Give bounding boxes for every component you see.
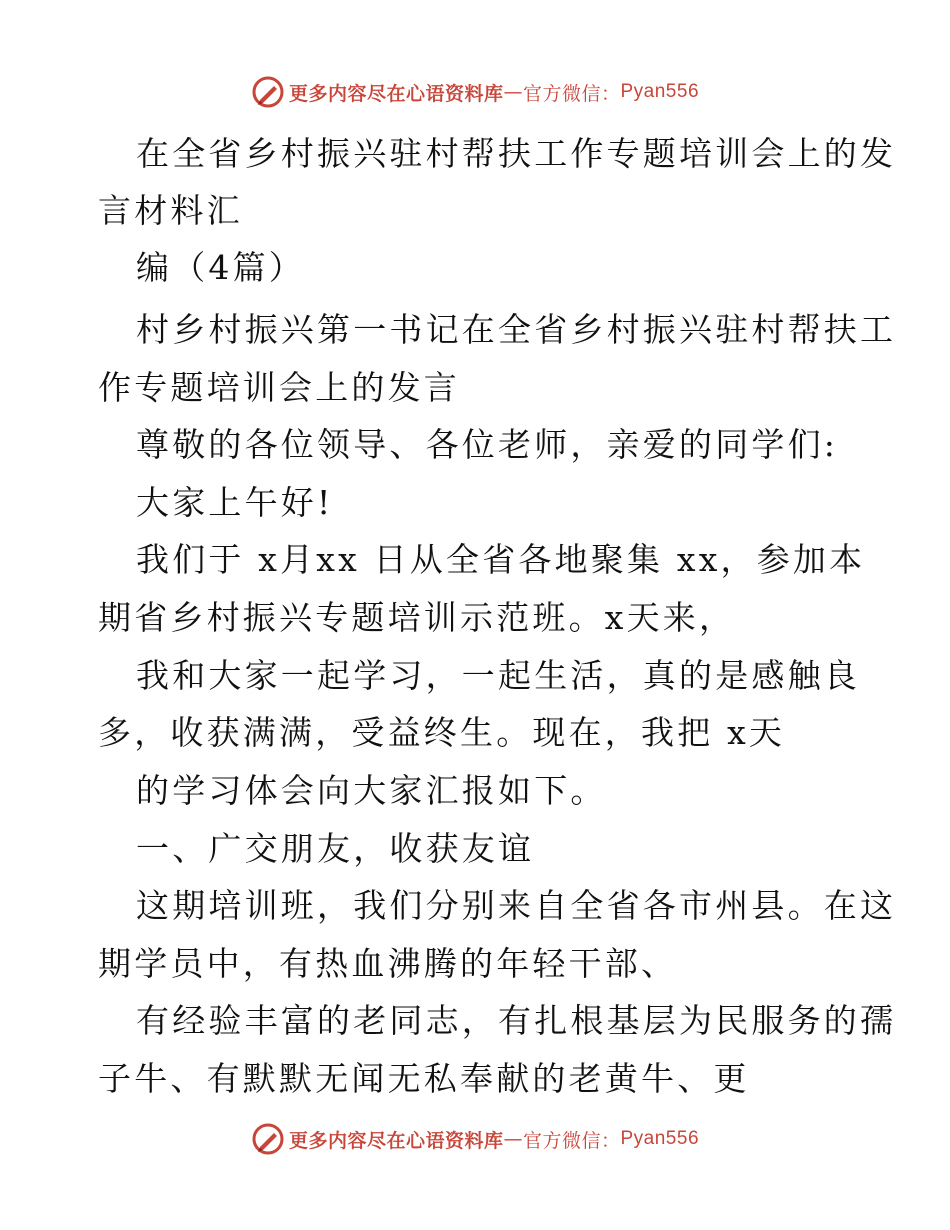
doc-subtitle-line-1: 村乡村振兴第一书记在全省乡村振兴驻村帮扶工 xyxy=(136,310,897,349)
pen-logo-icon xyxy=(251,75,285,109)
doc-paragraph-line: 期省乡村振兴专题培训示范班。x天来， xyxy=(98,598,736,637)
watermark-brand: 更多内容尽在心语资料库 xyxy=(288,82,504,105)
header-watermark xyxy=(0,72,950,112)
doc-paragraph-line: 我和大家一起学习，一起生活，真的是感触良 xyxy=(136,656,860,695)
doc-title-line-1: 在全省乡村振兴驻村帮扶工作专题培训会上的发 xyxy=(136,134,897,173)
watermark-wechat-label: 官方微信： xyxy=(522,1129,621,1152)
doc-paragraph-line: 尊敬的各位领导、各位老师，亲爱的同学们: xyxy=(136,425,839,464)
doc-paragraph-line: 子牛、有默默无闻无私奉献的老黄牛、更 xyxy=(98,1059,750,1098)
doc-title-line-3: 编（4篇） xyxy=(136,248,305,287)
doc-title-line-2: 言材料汇 xyxy=(98,191,243,230)
doc-paragraph-line: 有经验丰富的老同志，有扎根基层为民服务的孺 xyxy=(136,1001,897,1040)
watermark-wechat-id: Pyan556 xyxy=(620,1128,700,1149)
watermark-wechat-label: 官方微信： xyxy=(522,82,621,105)
doc-paragraph-line: 我们于 x月xx 日从全省各地聚集 xx，参加本 xyxy=(136,540,866,579)
pen-logo-icon xyxy=(251,1122,285,1156)
watermark-separator: — xyxy=(503,1128,523,1150)
watermark-wechat-id: Pyan556 xyxy=(620,81,700,102)
doc-paragraph-line: 这期培训班，我们分别来自全省各市州县。在这 xyxy=(136,886,897,925)
watermark-brand: 更多内容尽在心语资料库 xyxy=(288,1129,504,1152)
doc-subtitle-line-2: 作专题培训会上的发言 xyxy=(98,368,460,407)
footer-watermark xyxy=(0,1119,950,1159)
doc-paragraph-line: 多，收获满满，受益终生。现在，我把 x天 xyxy=(98,713,786,752)
doc-paragraph-line: 大家上午好! xyxy=(136,483,334,522)
doc-paragraph-line: 期学员中，有热血沸腾的年轻干部、 xyxy=(98,944,678,983)
doc-paragraph-line: 的学习体会向大家汇报如下。 xyxy=(136,771,607,810)
watermark-separator: — xyxy=(503,81,523,103)
doc-section-heading: 一、广交朋友，收获友谊 xyxy=(136,829,535,868)
